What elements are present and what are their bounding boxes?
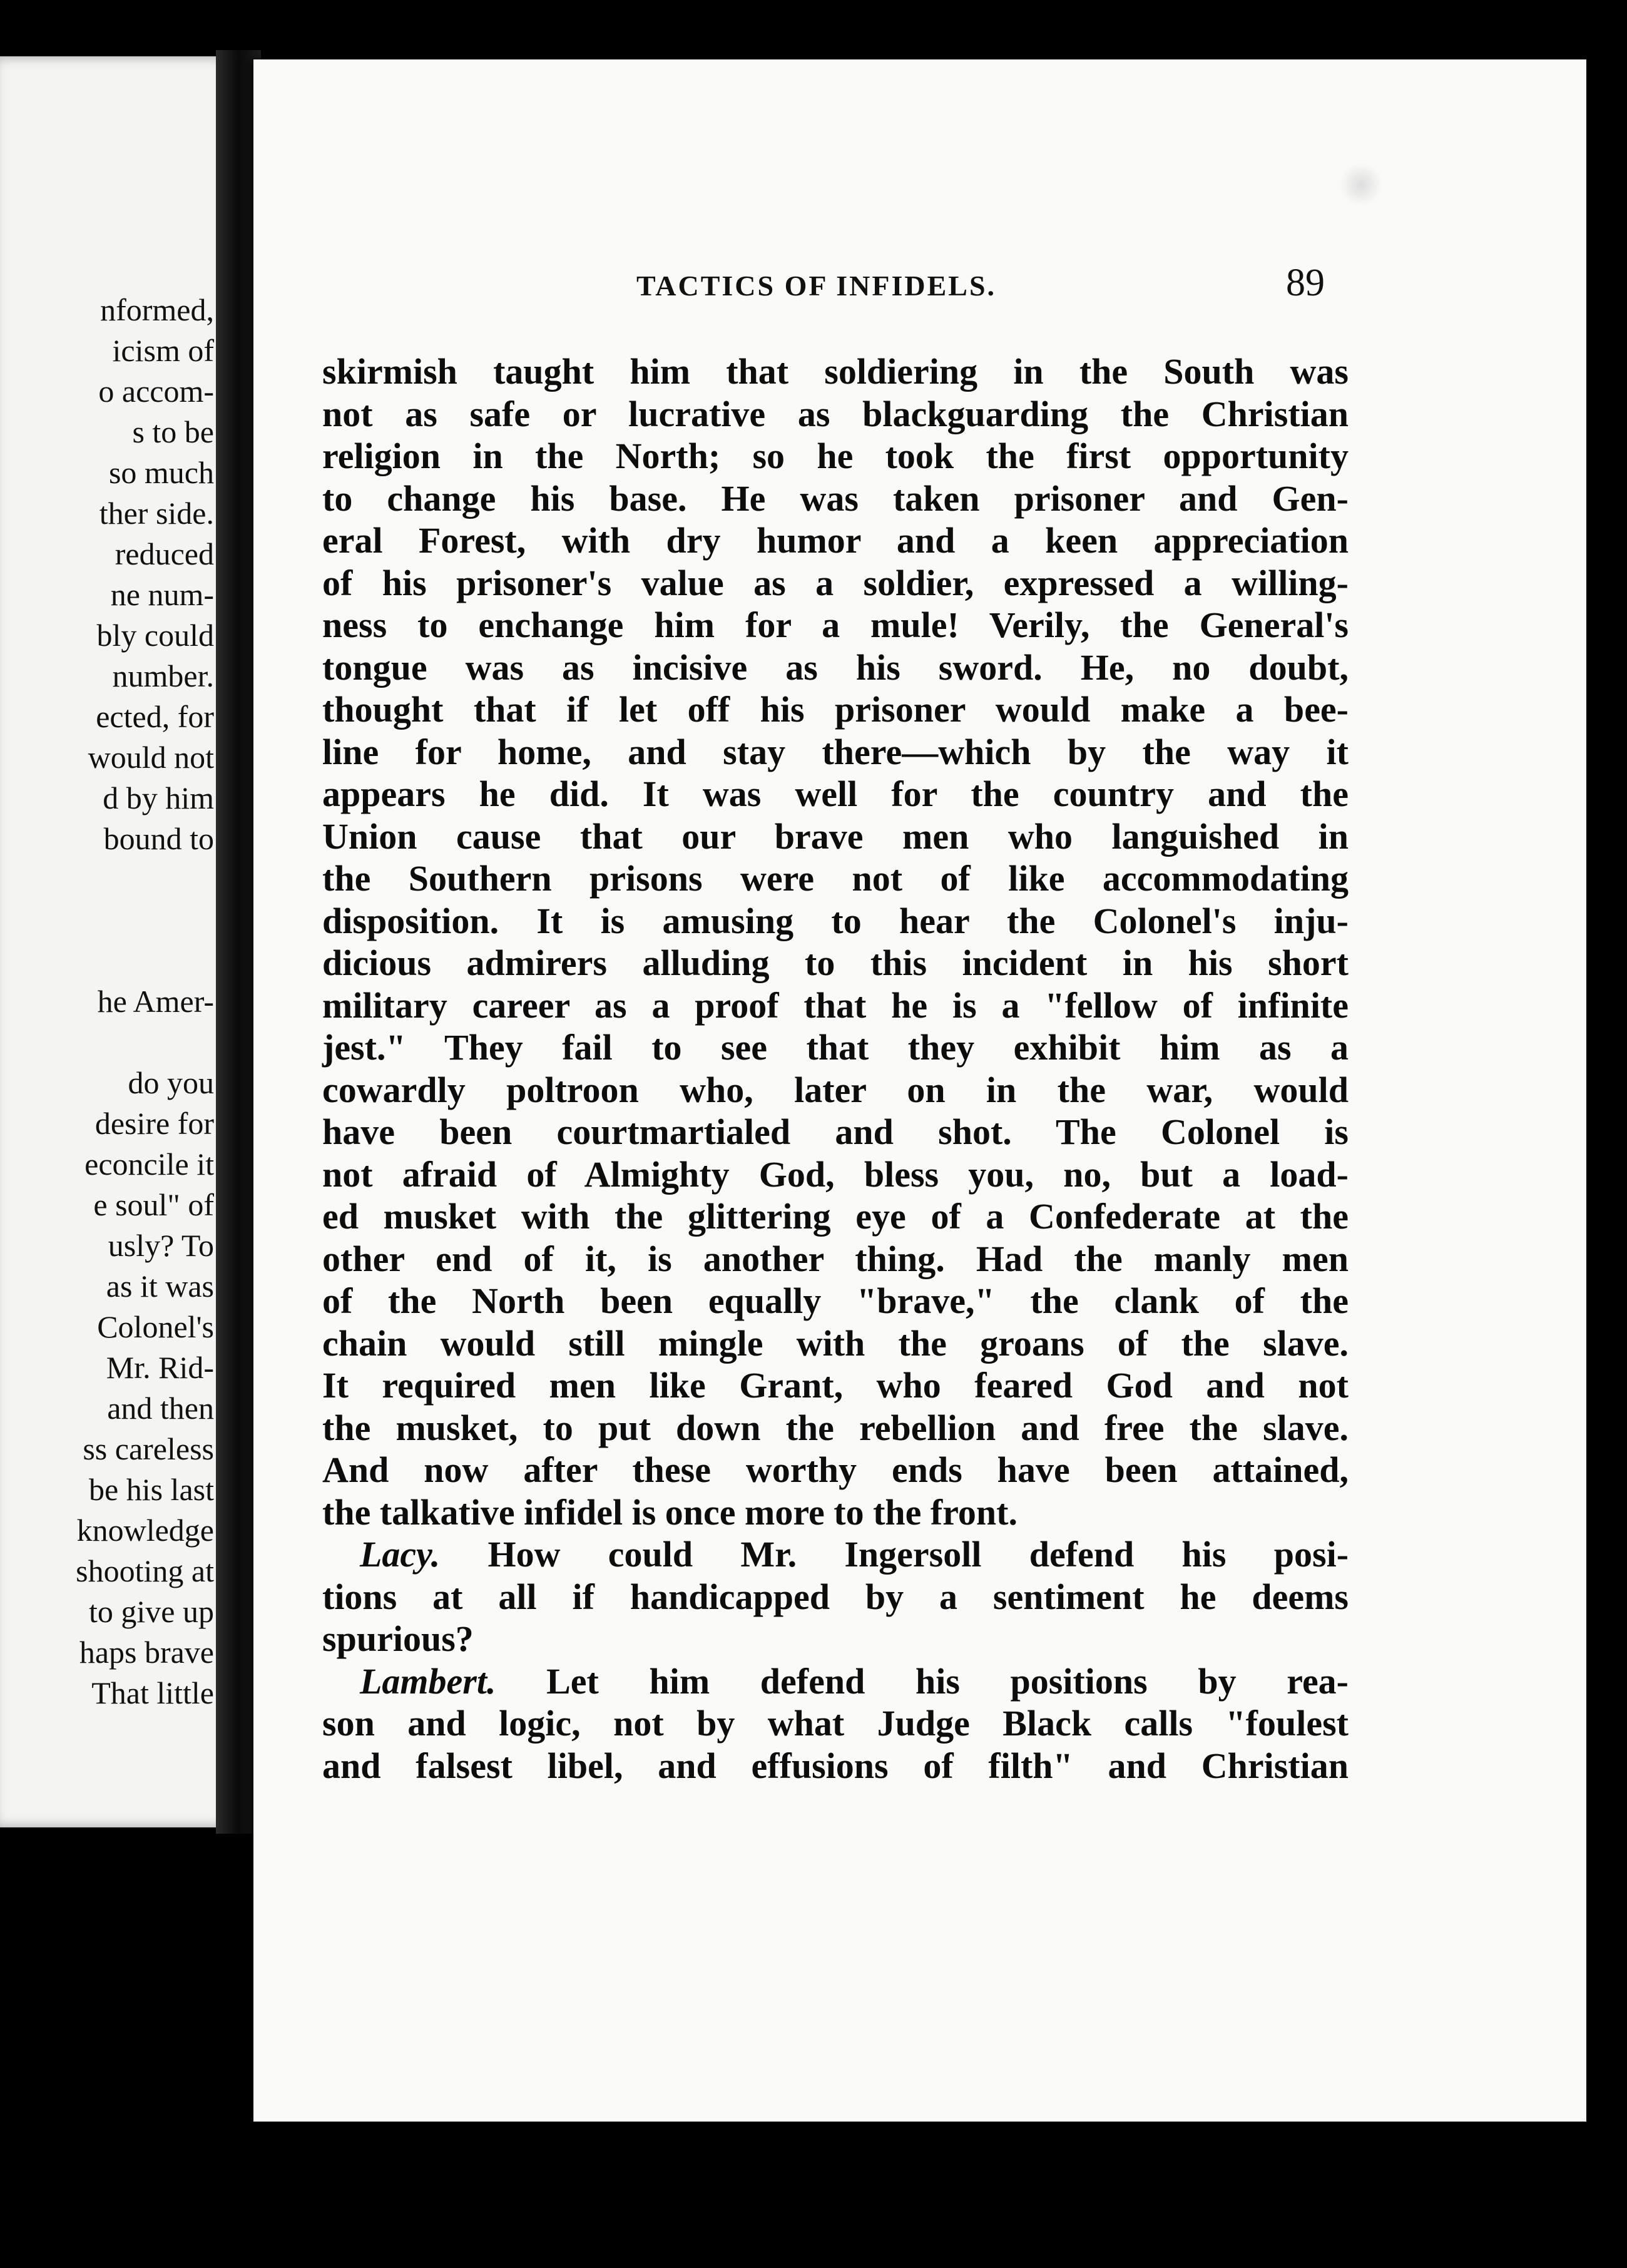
left-page-fragment: reduced	[115, 536, 214, 571]
body-line: jest." They fail to see that they exhibit him as a	[322, 1027, 1349, 1068]
body-line: chain would still mingle with the groans of the slave.	[322, 1322, 1349, 1364]
left-page-fragment: be his last	[89, 1472, 214, 1507]
body-line: not as safe or lucrative as blackguarding the Christian	[322, 393, 1349, 434]
body-line: of his prisoner's value as a soldier, expressed a willing-	[322, 562, 1349, 603]
page-number: 89	[1286, 262, 1325, 304]
left-page-fragment: icism of	[112, 333, 214, 368]
body-line: the talkative infidel is once more to the front.	[322, 1491, 1018, 1533]
body-line: the Southern prisons were not of like accommodating	[322, 858, 1349, 899]
left-page-fragment: ther side.	[99, 496, 214, 531]
left-page-fragment: number.	[112, 658, 214, 693]
left-page-fragment: Colonel's	[97, 1309, 214, 1344]
dialogue-line	[360, 1536, 1349, 1573]
left-page-fragment: knowledge	[76, 1513, 214, 1548]
body-line: cowardly poltroon who, later on in the war, would	[322, 1069, 1349, 1110]
dialogue-line	[322, 1705, 1349, 1742]
body-line: tongue was as incisive as his sword. He, no doubt,	[322, 646, 1349, 688]
left-page-fragment: as it was	[106, 1269, 214, 1304]
left-page-fragment: do you	[128, 1065, 214, 1100]
left-page-fragment: ected, for	[96, 699, 214, 734]
left-page-fragment: o accom-	[98, 374, 214, 409]
left-page	[0, 56, 233, 1827]
body-line: ness to enchange him for a mule! Verily, the General's	[322, 605, 1349, 645]
left-page-fragment: ne num-	[110, 577, 214, 612]
left-page-fragment: bly could	[96, 618, 214, 653]
dialogue-text: spurious?	[322, 1618, 474, 1659]
left-page-fragment: Mr. Rid-	[106, 1350, 214, 1385]
body-line: the musket, to put down the rebellion and free the slave.	[322, 1407, 1349, 1448]
left-page-fragment: d by him	[103, 780, 214, 815]
dialogue-line	[360, 1660, 1349, 1702]
body-line: other end of it, is another thing. Had the manly men	[322, 1238, 1349, 1279]
dialogue-text: and falsest libel, and effusions of filth" and Christian	[322, 1745, 1349, 1786]
body-line: ed musket with the glittering eye of a Confederate at the	[322, 1196, 1349, 1237]
left-page-fragment: ss careless	[83, 1431, 214, 1466]
body-line: religion in the North; so he took the first opportunity	[322, 436, 1349, 476]
body-line: dicious admirers alluding to this incident in his short	[322, 942, 1349, 983]
body-line: military career as a proof that he is a "fellow of infinite	[322, 984, 1349, 1026]
left-page-fragment: e soul" of	[93, 1187, 214, 1222]
dialogue-text: Let him defend his positions by rea-	[546, 1660, 1349, 1702]
running-head: TACTICS OF INFIDELS.	[636, 270, 997, 302]
left-page-fragment: bound to	[103, 821, 214, 856]
left-page-fragment: s to be	[132, 414, 214, 449]
dialogue-text: How could Mr. Ingersoll defend his posi-	[487, 1534, 1349, 1575]
left-page-fragment: so much	[108, 455, 214, 490]
dialogue-text: son and logic, not by what Judge Black calls "foulest	[322, 1703, 1349, 1744]
body-line: have been courtmartialed and shot. The Colonel is	[322, 1111, 1349, 1152]
left-page-fragment: haps brave	[79, 1635, 214, 1670]
body-line: It required men like Grant, who feared God and not	[322, 1365, 1349, 1406]
left-page-fragment: shooting at	[76, 1553, 214, 1588]
body-line: line for home, and stay there—which by the way it	[322, 731, 1349, 772]
body-line: Union cause that our brave men who languished in	[322, 815, 1349, 857]
left-page-fragment: That little	[91, 1675, 214, 1710]
body-line: eral Forest, with dry humor and a keen appreciation	[322, 520, 1349, 561]
speaker-name: Lacy.	[360, 1534, 441, 1575]
body-line: skirmish taught him that soldiering in the South was	[322, 351, 1349, 392]
left-page-fragment: usly? To	[108, 1228, 214, 1263]
left-page-fragment: to give up	[89, 1594, 214, 1629]
left-page-fragment: he Amer-	[97, 984, 214, 1019]
body-line: appears he did. It was well for the country and the	[322, 774, 1349, 814]
right-page	[253, 59, 1586, 2122]
body-line: not afraid of Almighty God, bless you, no, but a load-	[322, 1153, 1349, 1195]
dialogue-text: tions at all if handicapped by a sentiment he deems	[322, 1576, 1349, 1617]
left-page-fragment: and then	[107, 1391, 214, 1426]
speaker-name: Lambert.	[360, 1660, 496, 1702]
left-page-fragment: would not	[88, 740, 214, 775]
left-page-fragment: econcile it	[84, 1147, 214, 1182]
body-line: thought that if let off his prisoner would make a bee-	[322, 689, 1349, 730]
body-line: disposition. It is amusing to hear the Colonel's inju-	[322, 900, 1349, 941]
body-line: of the North been equally "brave," the clank of the	[322, 1280, 1349, 1321]
dialogue-line	[322, 1618, 1349, 1659]
dialogue-line	[322, 1576, 1349, 1617]
left-page-fragment: desire for	[94, 1106, 214, 1141]
dialogue-line	[322, 1745, 1349, 1786]
body-line: And now after these worthy ends have been attained,	[322, 1449, 1349, 1490]
left-page-fragment: nformed,	[100, 292, 214, 327]
body-line: to change his base. He was taken prisoner and Gen-	[322, 478, 1349, 519]
page-smudge	[1339, 163, 1383, 207]
